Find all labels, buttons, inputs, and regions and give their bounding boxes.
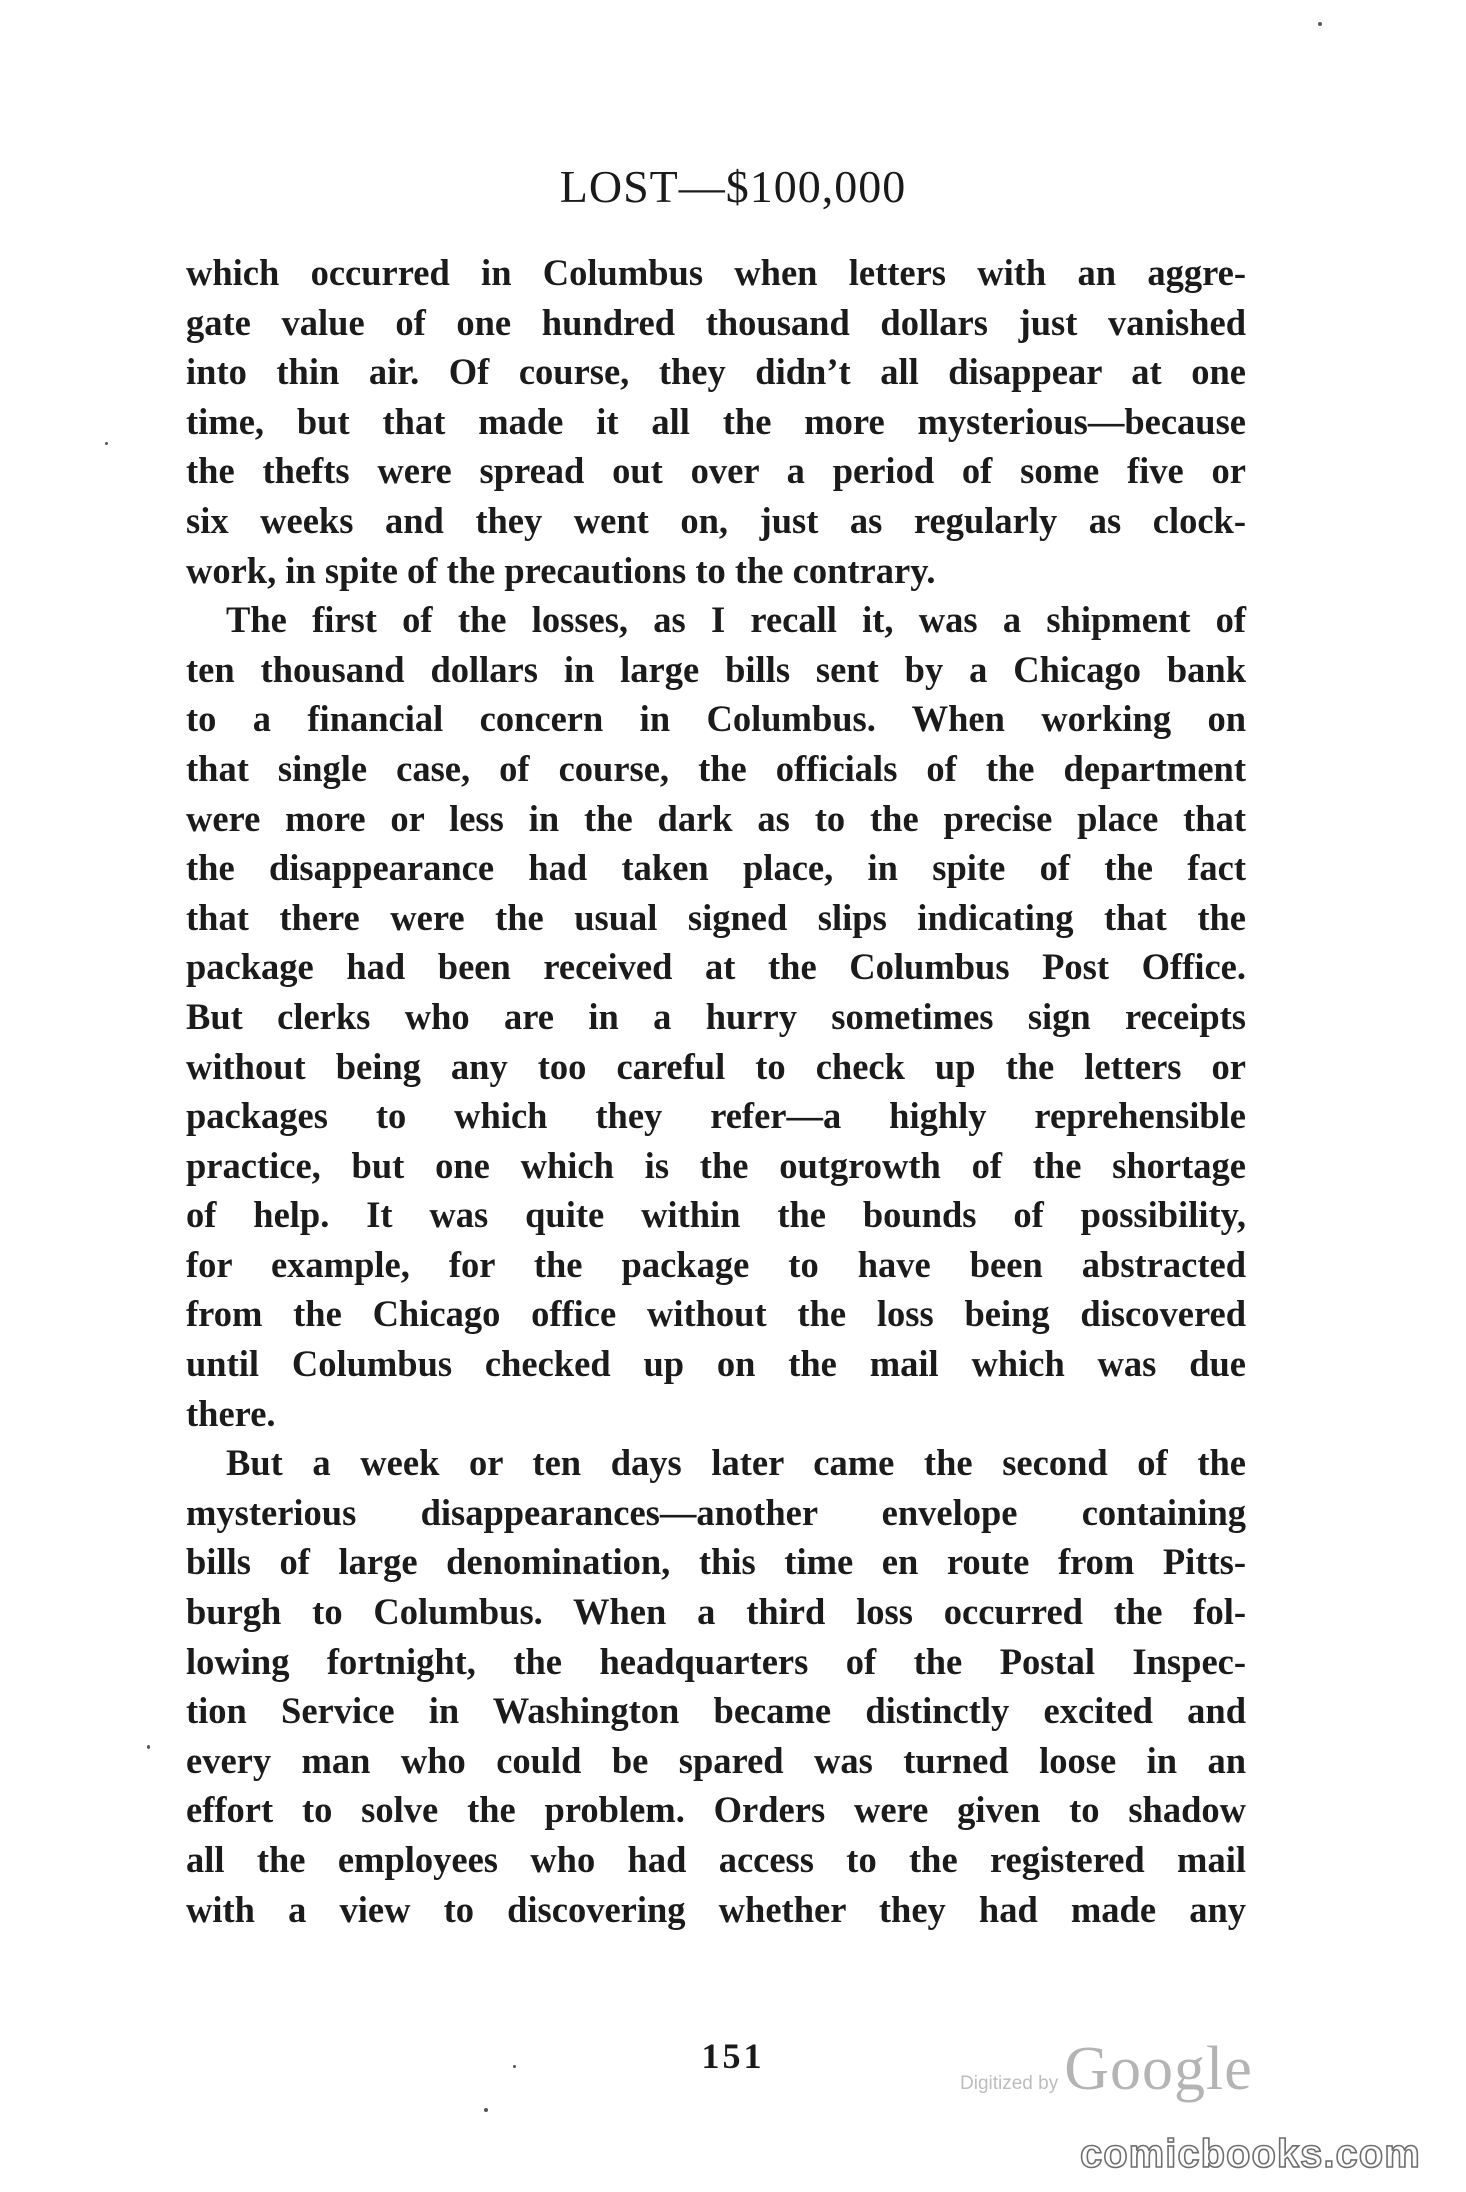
scan-speck — [484, 2108, 488, 2112]
text-line: lowing fortnight, the headquarters of the Postal Inspec- — [186, 1640, 1246, 1682]
scan-speck — [513, 2065, 516, 2068]
text-line: burgh to Columbus. When a third loss occurred the fol- — [186, 1591, 1246, 1633]
digitized-by-google-mark — [960, 2035, 1253, 2105]
text-line: were more or less in the dark as to the precise place that — [186, 797, 1246, 839]
text-line: that there were the usual signed slips indicating that the — [186, 896, 1246, 938]
text-line: to a financial concern in Columbus. When working on — [186, 698, 1246, 740]
text-line: the thefts were spread out over a period of some five or — [186, 450, 1246, 492]
google-logo: Google — [1064, 2035, 1253, 2103]
text-line: of help. It was quite within the bounds of possibility, — [186, 1194, 1246, 1236]
text-line: into thin air. Of course, they didn’t all disappear at one — [186, 351, 1246, 393]
text-line: without being any too careful to check up the letters or — [186, 1045, 1246, 1087]
text-line: until Columbus checked up on the mail which was due — [186, 1343, 1246, 1385]
text-line: there. — [186, 1392, 276, 1434]
scan-speck — [105, 442, 108, 445]
text-line: gate value of one hundred thousand dollars just vanished — [186, 301, 1246, 343]
text-line: the disappearance had taken place, in spite of the fact — [186, 847, 1246, 889]
text-line: effort to solve the problem. Orders were given to shadow — [186, 1789, 1246, 1831]
body-text — [186, 248, 1246, 1934]
text-line: ten thousand dollars in large bills sent by a Chicago bank — [186, 648, 1246, 690]
text-line: six weeks and they went on, just as regularly as clock- — [186, 499, 1246, 541]
scan-speck — [147, 1745, 150, 1749]
text-line: practice, but one which is the outgrowth of the shortage — [186, 1144, 1246, 1186]
text-line: which occurred in Columbus when letters with an aggre- — [186, 252, 1246, 293]
site-watermark: comicbooks.com — [1080, 2132, 1421, 2176]
text-line: all the employees who had access to the registered mail — [186, 1839, 1246, 1880]
text-line: package had been received at the Columbus Post Office. — [186, 946, 1246, 988]
text-line: time, but that made it all the more mysterious—because — [186, 400, 1246, 442]
text-line: But a week or ten days later came the second of the — [226, 1442, 1246, 1484]
text-line: packages to which they refer—a highly reprehensible — [186, 1095, 1246, 1137]
text-line: mysterious disappearances—another envelope containing — [186, 1491, 1246, 1533]
text-line: for example, for the package to have been abstracted — [186, 1243, 1246, 1285]
scan-speck — [1318, 22, 1322, 26]
text-line: every man who could be spared was turned loose in an — [186, 1739, 1246, 1781]
text-line: bills of large denomination, this time en route from Pitts- — [186, 1541, 1246, 1583]
digitized-by-label: Digitized by — [960, 2073, 1059, 2094]
text-line: that single case, of course, the officials of the department — [186, 747, 1246, 789]
text-line: from the Chicago office without the loss being discovered — [186, 1293, 1246, 1335]
page-number: 151 — [701, 2036, 765, 2076]
text-line: The first of the losses, as I recall it, was a shipment of — [226, 599, 1246, 641]
text-line: tion Service in Washington became distinctly excited and — [186, 1690, 1246, 1732]
text-line: But clerks who are in a hurry sometimes sign receipts — [186, 995, 1246, 1037]
running-head: LOST—$100,000 — [559, 161, 907, 212]
text-line: work, in spite of the precautions to the contrary. — [186, 549, 936, 591]
text-line: with a view to discovering whether they had made any — [186, 1888, 1246, 1930]
